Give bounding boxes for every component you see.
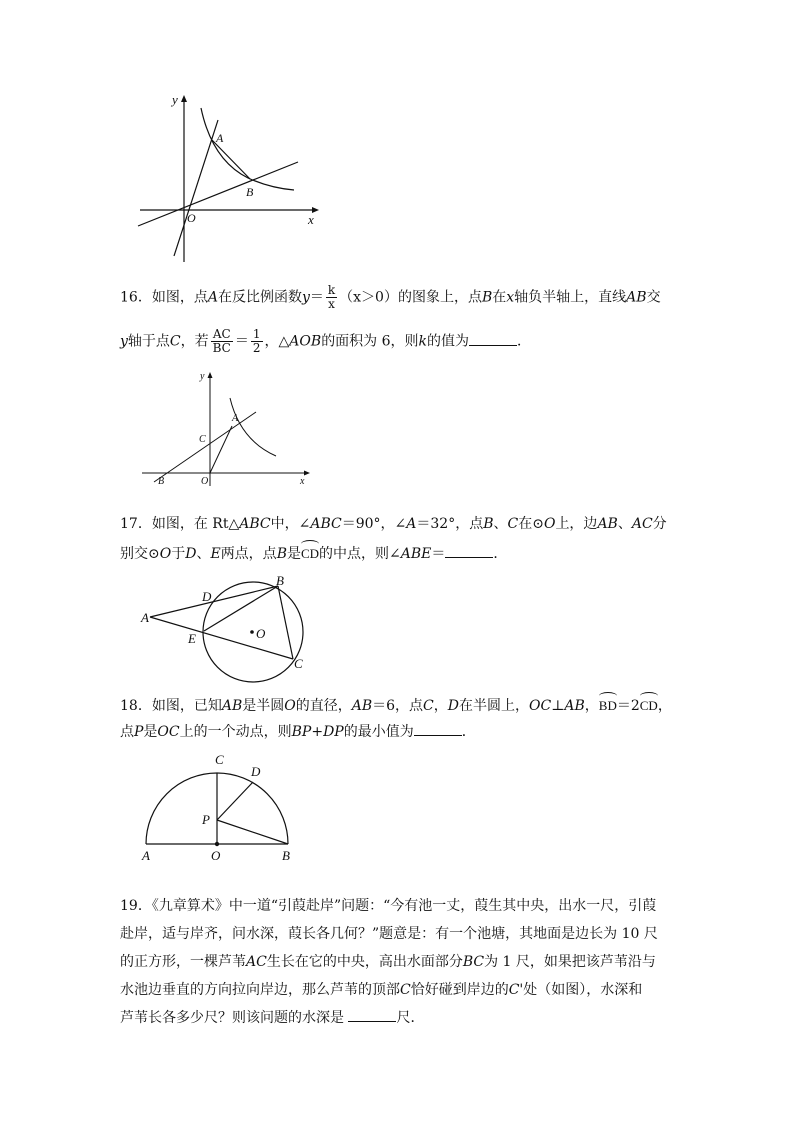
label-O: O bbox=[211, 848, 221, 863]
label-B: B bbox=[282, 848, 290, 863]
label-O: O bbox=[187, 211, 196, 225]
label-B: B bbox=[158, 476, 165, 487]
segment-OA bbox=[210, 426, 232, 473]
q19-line-1: 19．《九章算术》中一道“引葭赴岸”问题：“今有池一丈，葭生其中央，出水一尺，引葭 bbox=[120, 898, 657, 914]
figure-1-svg bbox=[130, 90, 330, 270]
q18-line-1: 18．如图，已知AB是半圆O的直径，AB＝6，点C，D在半圆上，OC⊥AB，BD＝2CD， bbox=[120, 698, 672, 714]
fraction-ac-over-bc: $\frac{AC}{BC}$ bbox=[212, 327, 231, 355]
label-x: x bbox=[300, 476, 305, 487]
label-B: B bbox=[276, 573, 284, 588]
segment-AC bbox=[150, 617, 293, 659]
label-O: O bbox=[256, 626, 266, 641]
line-OB bbox=[138, 162, 298, 226]
label-y: y bbox=[172, 92, 178, 107]
segment-PD bbox=[217, 782, 253, 820]
figure-1-graph bbox=[130, 90, 330, 270]
label-C: C bbox=[294, 656, 303, 671]
segment-PB bbox=[217, 820, 288, 844]
label-A: A bbox=[141, 610, 149, 625]
hyperbola-curve bbox=[201, 108, 294, 190]
label-E: E bbox=[188, 631, 196, 646]
center-O-dot bbox=[215, 842, 219, 846]
question-17 bbox=[120, 514, 680, 568]
label-P: P bbox=[202, 812, 210, 827]
line-OA bbox=[174, 120, 218, 256]
question-18 bbox=[120, 696, 680, 746]
q18-line-2: 点P是OC上的一个动点，则BP+DP的最小值为 ． bbox=[120, 724, 476, 740]
label-A: A bbox=[232, 413, 239, 424]
center-O-dot bbox=[250, 630, 254, 634]
figure-3-svg bbox=[138, 572, 318, 682]
q19-line-5: 芦苇长各多少尺？则该问题的水深是 尺． bbox=[120, 1010, 425, 1026]
label-x: x bbox=[308, 212, 314, 227]
label-B: B bbox=[246, 185, 254, 199]
label-D: D bbox=[202, 589, 212, 604]
figure-2-svg bbox=[140, 368, 320, 492]
figure-4-svg bbox=[136, 748, 306, 868]
question-19 bbox=[120, 896, 680, 1036]
hyperbola-curve bbox=[230, 398, 276, 456]
segment-AB bbox=[212, 140, 250, 179]
answer-blank-16[interactable] bbox=[469, 333, 517, 346]
answer-blank-19[interactable] bbox=[348, 1009, 396, 1022]
label-D: D bbox=[251, 764, 261, 779]
line-BA bbox=[154, 412, 256, 482]
y-axis-arrow bbox=[181, 95, 187, 102]
segment-BC bbox=[278, 586, 293, 659]
label-C: C bbox=[215, 752, 224, 767]
figure-4-semicircle bbox=[136, 748, 306, 868]
arc-CD: CD bbox=[640, 696, 658, 716]
answer-blank-17[interactable] bbox=[445, 545, 493, 558]
arc-BD: BD bbox=[599, 696, 617, 716]
arc-CD: CD bbox=[301, 544, 319, 564]
label-A: A bbox=[142, 848, 150, 863]
q19-line-4: 水池边垂直的方向拉向岸边，那么芦苇的顶部C恰好碰到岸边的C'处（如图），水深和 bbox=[120, 982, 643, 998]
q16-line-2: y轴于点C，若 $\frac{AC}{BC}$ ＝ $\frac{1}{2}$ ，△AOB的面积为 6，则k的值为 ． bbox=[120, 327, 532, 355]
label-y: y bbox=[200, 371, 205, 382]
fraction-k-over-x: $\frac{k}{x}$ bbox=[327, 283, 336, 311]
figure-2-graph bbox=[140, 368, 320, 492]
q19-line-3: 的正方形，一棵芦苇AC生长在它的中央，高出水面部分BC为 1 尺，如果把该芦苇沿与 bbox=[120, 954, 656, 970]
q17-line-1: 17．如图，在 Rt△ABC中，∠ABC＝90°，∠A＝32°，点B、C在⊙O上，边AB、AC分 bbox=[120, 516, 667, 532]
segment-BE bbox=[204, 586, 278, 631]
q19-line-2: 赴岸，适与岸齐，问水深，葭长各几何？”题意是：有一个池塘，其地面是边长为 10 尺 bbox=[120, 926, 658, 942]
question-16 bbox=[120, 284, 680, 354]
x-axis-arrow bbox=[304, 471, 310, 476]
label-A: A bbox=[216, 131, 224, 145]
answer-blank-18[interactable] bbox=[414, 723, 462, 736]
label-C: C bbox=[199, 434, 206, 445]
q17-line-2: 别交⊙O于D、E两点，点B是CD的中点，则∠ABE＝ ． bbox=[120, 546, 508, 562]
label-O: O bbox=[201, 476, 209, 487]
segment-AB bbox=[150, 586, 278, 617]
q16-line-1: 16．如图，点A在反比例函数y＝ $\frac{k}{x}$ （x＞0）的图象上，点B在x轴负半轴上，直线AB交 bbox=[120, 283, 661, 311]
figure-3-circle bbox=[138, 572, 318, 682]
fraction-one-half: $\frac{1}{2}$ bbox=[252, 327, 261, 355]
y-axis-arrow bbox=[208, 372, 213, 378]
